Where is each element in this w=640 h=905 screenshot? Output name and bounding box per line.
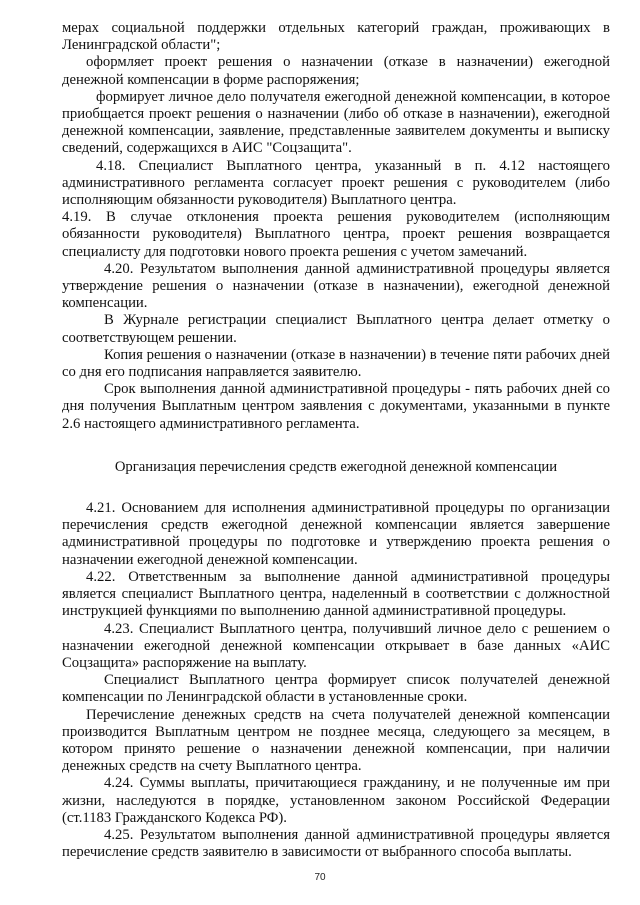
paragraph-decision-copy: Копия решения о назначении (отказе в назначении) в течение пяти рабочих дней со дня его подписания направляется заявителю. xyxy=(62,346,610,381)
paragraph-recipient-list: Специалист Выплатного центра формирует список получателей денежной компенсации по Ленинградской области в установленные сроки. xyxy=(62,672,610,706)
paragraph-4-25: 4.25. Результатом выполнения данной административной процедуры является перечисление средств заявителю в зависимости от выбранного способа выплаты. xyxy=(62,826,610,861)
paragraph-4-20: 4.20. Результатом выполнения данной административной процедуры является утверждение решения о назначении (отказе в назначении), ежегодной денежной компенсации. xyxy=(62,260,610,312)
page-number: 70 xyxy=(314,872,326,883)
document-body xyxy=(62,20,610,861)
paragraph-4-18: 4.18. Специалист Выплатного центра, указанный в п. 4.12 настоящего административного регламента согласует проект решения с руководителем (либо исполняющим обязанности руководителя) Выплатного центра. xyxy=(62,157,610,209)
paragraph-4-24: 4.24. Суммы выплаты, причитающиеся гражданину, и не полученные им при жизни, наследуются в порядке, установленном законом Российской Федерации (ст.1183 Гражданского Кодекса РФ). xyxy=(62,775,610,826)
paragraph-4-21: 4.21. Основанием для исполнения административной процедуры по организации перечисления средств ежегодной денежной компенсации является завершение административной процедуры по подготовке и утверждению проекта решения о назначении ежегодной денежной компенсации. xyxy=(62,500,610,568)
paragraph-procedure-term: Срок выполнения данной административной процедуры - пять рабочих дней со дня получения Выплатным центром заявления с документами, указанными в пункте 2.6 настоящего административного регламента. xyxy=(62,381,610,432)
section-heading: Организация перечисления средств ежегодной денежной компенсации xyxy=(114,458,558,475)
paragraph-funds-transfer: Перечисление денежных средств на счета получателей денежной компенсации производится Выплатным центром не позднее месяца, следующего за месяцем, в котором принято решение о назначении денежной компенсации, при наличии денежных средств на счету Выплатного центра. xyxy=(62,706,610,775)
paragraph-4-19: 4.19. В случае отклонения проекта решения руководителем (исполняющим обязанности руководителя) Выплатного центра, проект решения возвращается специалисту для подготовки нового проекта решения с учетом замечаний. xyxy=(62,209,610,260)
paragraph-journal-record: В Журнале регистрации специалист Выплатного центра делает отметку о соответствующем решении. xyxy=(62,312,610,346)
paragraph-draft-decision: оформляет проект решения о назначении (отказе в назначении) ежегодной денежной компенсации в форме распоряжения; xyxy=(62,54,610,88)
paragraph-continuation: мерах социальной поддержки отдельных категорий граждан, проживающих в Ленинградской области"; xyxy=(62,20,610,54)
paragraph-4-22: 4.22. Ответственным за выполнение данной административной процедуры является специалист Выплатного центра, наделенный в соответствии с должностной инструкцией функциями по выполнению данной административной процедуры. xyxy=(62,568,610,620)
paragraph-4-23: 4.23. Специалист Выплатного центра, получивший личное дело с решением о назначении ежегодной денежной компенсации открывает в базе данных «АИС Соцзащита» распоряжение на выплату. xyxy=(62,620,610,671)
paragraph-personal-file: формирует личное дело получателя ежегодной денежной компенсации, в которое приобщается проект решения о назначении (либо об отказе в назначении), ежегодной денежной компенсации, заявление, представленные заявителем документы и выписку сведений, содержащихся в АИС "Соцзащита". xyxy=(62,88,610,157)
